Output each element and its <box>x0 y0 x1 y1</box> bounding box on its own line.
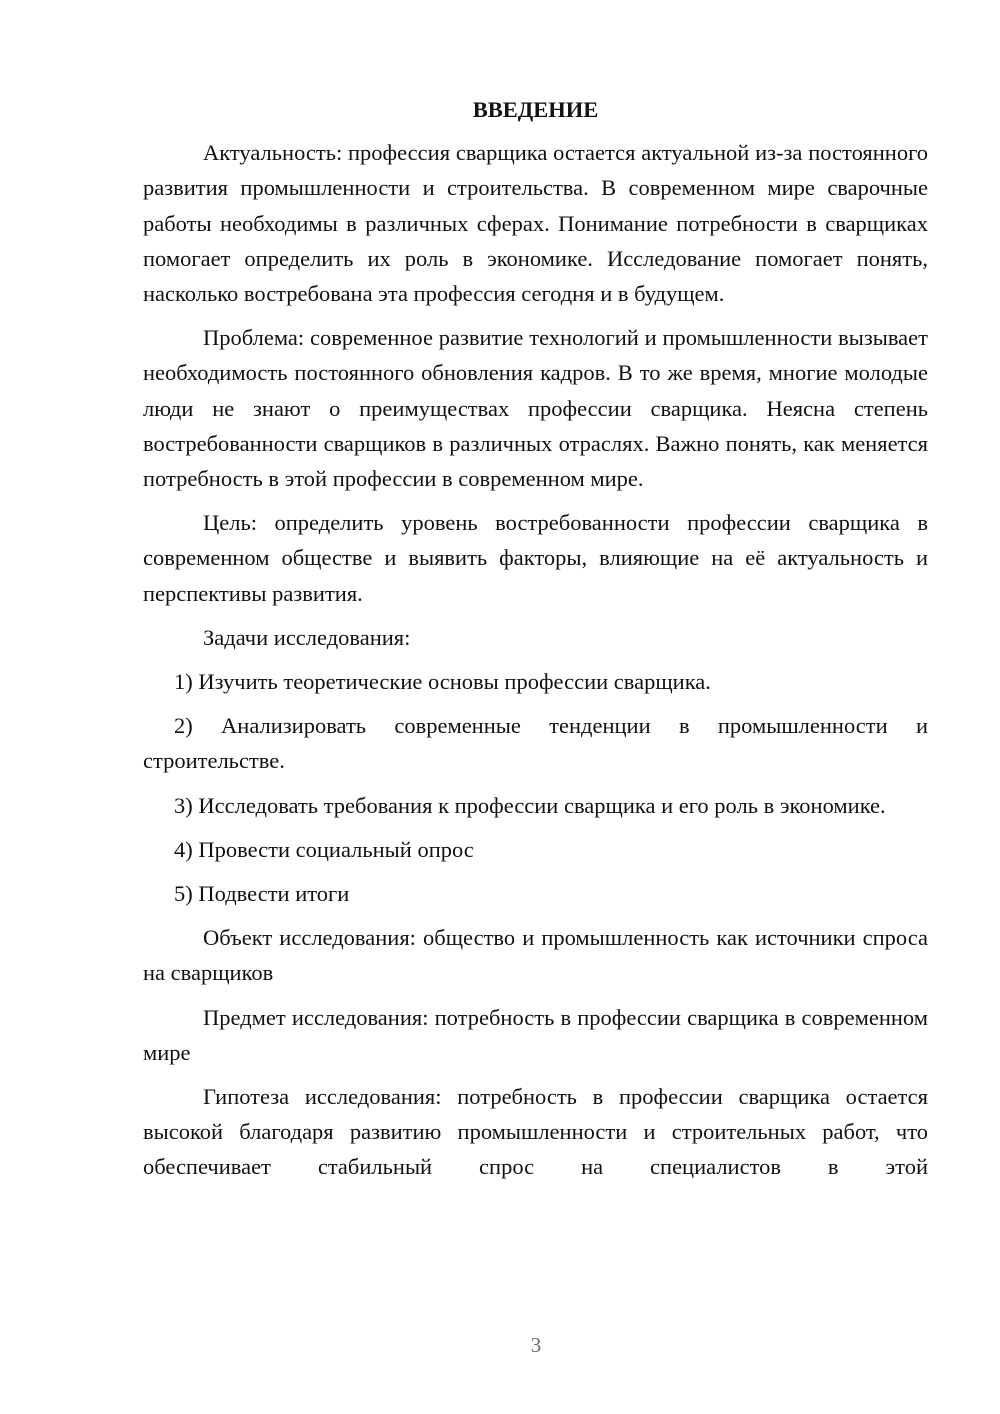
task-item-5: 5) Подвести итоги <box>174 881 350 907</box>
paragraph-tasks-heading: Задачи исследования: <box>203 624 411 650</box>
page-title: ВВЕДЕНИЕ <box>472 97 599 122</box>
task-item-1: 1) Изучить теоретические основы профессии сварщика. <box>174 669 711 695</box>
task-item-4: 4) Провести социальный опрос <box>174 836 474 862</box>
paragraph-hypothesis: Гипотеза исследования: потребность в профессии сварщика остается высокой благодаря развитию промышленности и строительных работ, что обеспечивает стабильный спрос на специалистов в этой <box>143 1084 928 1180</box>
task-item-3: 3) Исследовать требования к профессии сварщика и его роль в экономике. <box>174 792 886 818</box>
paragraph-object: Объект исследования: общество и промышленность как источники спроса на сварщиков <box>143 925 928 986</box>
paragraph-goal: Цель: определить уровень востребованности профессии сварщика в современном обществе и выявить факторы, влияющие на её актуальность и перспективы развития. <box>143 510 928 606</box>
paragraph-relevance: Актуальность: профессия сварщика остается актуальной из-за постоянного развития промышленности и строительства. В современном мире сварочные работы необходимы в различных сферах. Понимание потребности в сварщиках помогает определить их роль в экономике. Исследование помогает понять, насколько востребована эта профессия сегодня и в будущем. <box>143 140 928 307</box>
page-number: 3 <box>530 1333 542 1357</box>
page-content <box>143 92 928 1194</box>
task-item-2: 2) Анализировать современные тенденции в промышленности и строительстве. <box>143 713 928 774</box>
paragraph-subject: Предмет исследования: потребность в профессии сварщика в современном мире <box>143 1004 928 1065</box>
paragraph-problem: Проблема: современное развитие технологий и промышленности вызывает необходимость постоянного обновления кадров. В то же время, многие молодые люди не знают о преимуществах профессии сварщика. Неясна степень востребованности сварщиков в различных отраслях. Важно понять, как меняется потребность в этой профессии в современном мире. <box>143 325 928 492</box>
